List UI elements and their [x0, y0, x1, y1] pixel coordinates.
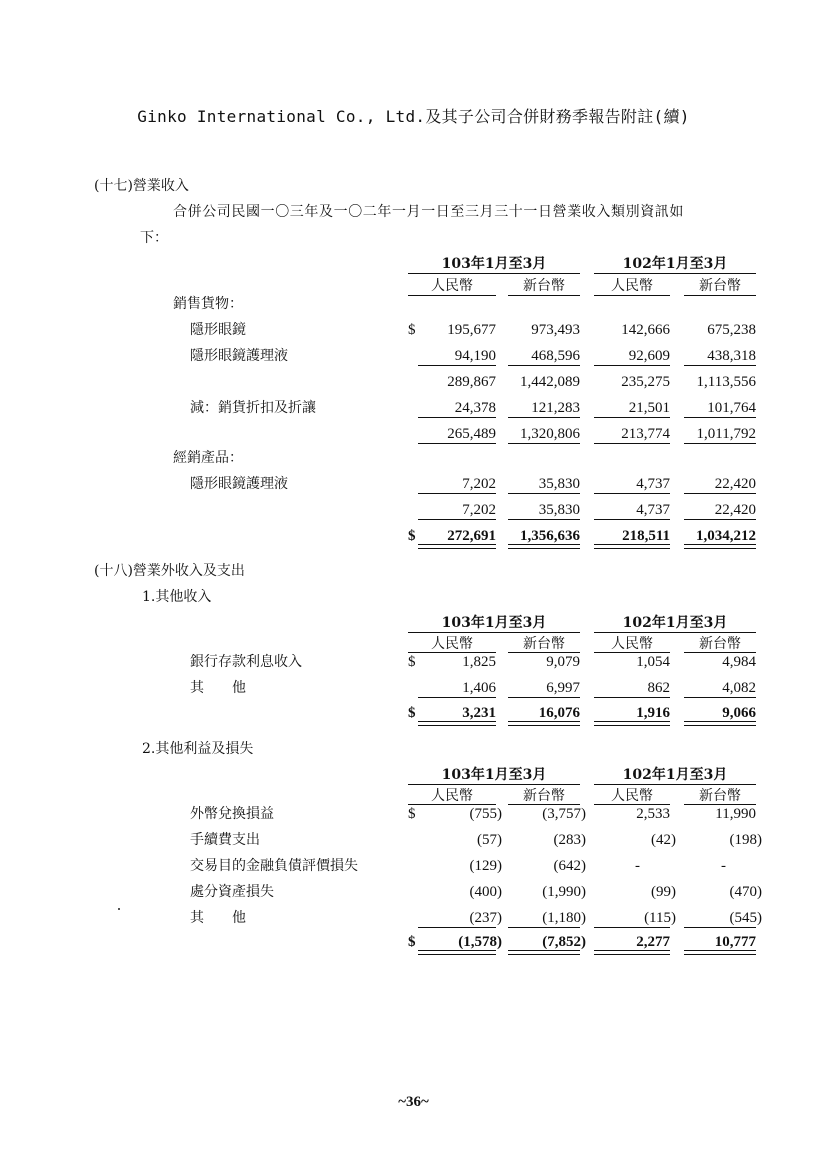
row-label: 其 他 — [190, 680, 246, 696]
col-header-rmb: 人民幣 — [431, 636, 473, 652]
cell-value: 11,990 — [715, 806, 756, 822]
cell-value-total: 272,691 — [447, 528, 496, 544]
double-underline — [418, 544, 496, 549]
cell-value: 22,420 — [714, 476, 756, 492]
cell-underline — [508, 927, 580, 928]
cell-underline — [684, 493, 756, 494]
cell-underline — [684, 927, 756, 928]
cell-value-total: 1,034,212 — [696, 528, 756, 544]
cell-value: 1,054 — [636, 654, 670, 670]
cell-underline — [508, 365, 580, 366]
cell-value: 94,190 — [454, 348, 496, 364]
cell-underline — [684, 697, 756, 698]
cell-value: (1,990) — [542, 884, 586, 900]
col-header-twd: 新台幣 — [699, 278, 741, 294]
subsection-gains-losses-heading: 2.其他利益及損失 — [142, 741, 254, 757]
cell-value: 1,825 — [462, 654, 496, 670]
currency-symbol: $ — [408, 322, 416, 338]
row-label: 手續費支出 — [190, 832, 260, 848]
row-label: 其 他 — [190, 910, 246, 926]
cell-value: 7,202 — [462, 502, 496, 518]
col-underline — [594, 804, 670, 805]
section-17-intro-line1: 合併公司民國一〇三年及一〇二年一月一日至三月三十一日營業收入類別資訊如 — [173, 204, 684, 220]
cell-value: 92,609 — [628, 348, 670, 364]
col-underline — [408, 295, 496, 296]
cell-value: (3,757) — [542, 806, 586, 822]
cell-underline — [684, 443, 756, 444]
col-underline — [508, 652, 580, 653]
period-underline — [408, 784, 580, 785]
cell-value: 21,501 — [628, 400, 670, 416]
cell-value: 22,420 — [714, 502, 756, 518]
cell-value: 6,997 — [546, 680, 580, 696]
section-17-intro-line2: 下： — [140, 230, 168, 246]
scan-speck — [118, 908, 120, 910]
cell-value: (283) — [553, 832, 586, 848]
cell-value: 1,320,806 — [520, 426, 580, 442]
col-header-twd: 新台幣 — [523, 788, 565, 804]
period-header-2013: 102年1月至3月 — [622, 615, 728, 631]
cell-value: 142,666 — [621, 322, 670, 338]
cell-value: (237) — [469, 910, 502, 926]
section-18-heading: (十八)營業外收入及支出 — [94, 563, 245, 579]
col-header-rmb: 人民幣 — [611, 636, 653, 652]
col-header-twd: 新台幣 — [523, 278, 565, 294]
cell-underline — [418, 697, 496, 698]
cell-value: (198) — [729, 832, 762, 848]
cell-value: 213,774 — [621, 426, 670, 442]
period-header-2014: 103年1月至3月 — [441, 256, 547, 272]
subsection-other-income-heading: 1.其他收入 — [142, 589, 212, 605]
cell-value: (129) — [469, 858, 502, 874]
cell-value: 438,318 — [707, 348, 756, 364]
period-underline — [594, 784, 756, 785]
row-label: 隱形眼鏡護理液 — [190, 476, 288, 492]
double-underline — [594, 544, 670, 549]
col-header-rmb: 人民幣 — [431, 278, 473, 294]
col-header-rmb: 人民幣 — [611, 788, 653, 804]
col-underline — [684, 804, 756, 805]
double-underline — [418, 950, 496, 955]
cell-value: 1,011,792 — [696, 426, 756, 442]
col-header-twd: 新台幣 — [699, 788, 741, 804]
cell-value: - — [635, 858, 640, 874]
label-distribution-products: 經銷產品： — [173, 450, 243, 466]
cell-value-total: 10,777 — [714, 934, 756, 950]
cell-value: 973,493 — [531, 322, 580, 338]
period-underline — [594, 273, 756, 274]
cell-underline — [418, 443, 496, 444]
double-underline — [594, 950, 670, 955]
double-underline — [508, 950, 580, 955]
col-underline — [408, 804, 496, 805]
cell-value: 121,283 — [531, 400, 580, 416]
cell-underline — [594, 443, 670, 444]
cell-underline — [508, 493, 580, 494]
cell-underline — [418, 417, 496, 418]
cell-value: 101,764 — [707, 400, 756, 416]
cell-value: 265,489 — [447, 426, 496, 442]
row-label: 交易目的金融負債評價損失 — [190, 858, 358, 874]
cell-value-total: 218,511 — [622, 528, 670, 544]
col-underline — [594, 295, 670, 296]
cell-underline — [508, 697, 580, 698]
cell-value: 4,984 — [722, 654, 756, 670]
double-underline — [684, 544, 756, 549]
cell-value: 2,533 — [636, 806, 670, 822]
page-title: Ginko International Co., Ltd.及其子公司合併財務季報告附註(續) — [137, 107, 690, 126]
col-underline — [684, 295, 756, 296]
cell-underline — [594, 493, 670, 494]
period-underline — [408, 632, 580, 633]
cell-value: (642) — [553, 858, 586, 874]
cell-value-total: 1,356,636 — [520, 528, 580, 544]
cell-value: 862 — [647, 680, 670, 696]
cell-value: (755) — [469, 806, 502, 822]
period-underline — [408, 273, 580, 274]
cell-value: (99) — [651, 884, 676, 900]
section-17-heading: (十七)營業收入 — [94, 178, 189, 194]
cell-value: (115) — [644, 910, 676, 926]
cell-value-total: (1,578) — [458, 934, 502, 950]
col-underline — [684, 652, 756, 653]
cell-value-total: 16,076 — [538, 705, 580, 721]
cell-underline — [418, 493, 496, 494]
col-header-rmb: 人民幣 — [611, 278, 653, 294]
col-underline — [508, 804, 580, 805]
cell-underline — [418, 365, 496, 366]
col-underline — [594, 652, 670, 653]
currency-symbol: $ — [408, 806, 416, 822]
cell-underline — [684, 365, 756, 366]
period-header-2014: 103年1月至3月 — [441, 767, 547, 783]
double-underline — [418, 721, 496, 726]
col-header-twd: 新台幣 — [699, 636, 741, 652]
cell-underline — [594, 697, 670, 698]
cell-value: 289,867 — [447, 374, 496, 390]
cell-value-total: (7,852) — [542, 934, 586, 950]
cell-value-total: 3,231 — [462, 705, 496, 721]
cell-value: (1,180) — [542, 910, 586, 926]
period-header-2013: 102年1月至3月 — [622, 256, 728, 272]
row-label: 隱形眼鏡護理液 — [190, 348, 288, 364]
cell-value: (400) — [469, 884, 502, 900]
period-header-2014: 103年1月至3月 — [441, 615, 547, 631]
cell-value: (545) — [729, 910, 762, 926]
cell-underline — [508, 443, 580, 444]
currency-symbol: $ — [408, 654, 416, 670]
cell-underline — [594, 927, 670, 928]
cell-value: 24,378 — [454, 400, 496, 416]
double-underline — [508, 544, 580, 549]
cell-value: 4,082 — [722, 680, 756, 696]
cell-value: 4,737 — [636, 502, 670, 518]
cell-value: 1,406 — [462, 680, 496, 696]
cell-value: 9,079 — [546, 654, 580, 670]
period-underline — [594, 632, 756, 633]
row-label: 減：銷貨折扣及折讓 — [190, 400, 316, 416]
cell-value: 35,830 — [538, 502, 580, 518]
page-number: ~36~ — [398, 1094, 429, 1110]
col-underline — [508, 295, 580, 296]
double-underline — [594, 721, 670, 726]
double-underline — [508, 721, 580, 726]
cell-value: (42) — [651, 832, 676, 848]
cell-value: (470) — [729, 884, 762, 900]
row-label: 處分資產損失 — [190, 884, 274, 900]
double-underline — [684, 721, 756, 726]
cell-value: - — [721, 858, 726, 874]
cell-value: 468,596 — [531, 348, 580, 364]
cell-underline — [594, 365, 670, 366]
cell-value: 235,275 — [621, 374, 670, 390]
cell-value: 1,113,556 — [696, 374, 756, 390]
cell-underline — [418, 519, 496, 520]
cell-value: 35,830 — [538, 476, 580, 492]
period-header-2013: 102年1月至3月 — [622, 767, 728, 783]
cell-underline — [684, 519, 756, 520]
cell-underline — [684, 417, 756, 418]
double-underline — [684, 950, 756, 955]
cell-value: 1,442,089 — [520, 374, 580, 390]
row-label: 隱形眼鏡 — [190, 322, 246, 338]
row-label: 外幣兌換損益 — [190, 806, 274, 822]
col-underline — [408, 652, 496, 653]
label-goods-sold: 銷售貨物： — [173, 296, 243, 312]
cell-value: (57) — [477, 832, 502, 848]
cell-underline — [594, 417, 670, 418]
currency-symbol: $ — [408, 934, 416, 950]
cell-underline — [508, 519, 580, 520]
currency-symbol: $ — [408, 705, 416, 721]
cell-value-total: 2,277 — [636, 934, 670, 950]
cell-value: 195,677 — [447, 322, 496, 338]
currency-symbol: $ — [408, 528, 416, 544]
cell-underline — [594, 519, 670, 520]
row-label: 銀行存款利息收入 — [190, 654, 302, 670]
cell-underline — [418, 927, 496, 928]
cell-underline — [508, 417, 580, 418]
col-header-rmb: 人民幣 — [431, 788, 473, 804]
cell-value: 7,202 — [462, 476, 496, 492]
cell-value: 4,737 — [636, 476, 670, 492]
cell-value-total: 9,066 — [722, 705, 756, 721]
cell-value-total: 1,916 — [636, 705, 670, 721]
cell-value: 675,238 — [707, 322, 756, 338]
col-header-twd: 新台幣 — [523, 636, 565, 652]
